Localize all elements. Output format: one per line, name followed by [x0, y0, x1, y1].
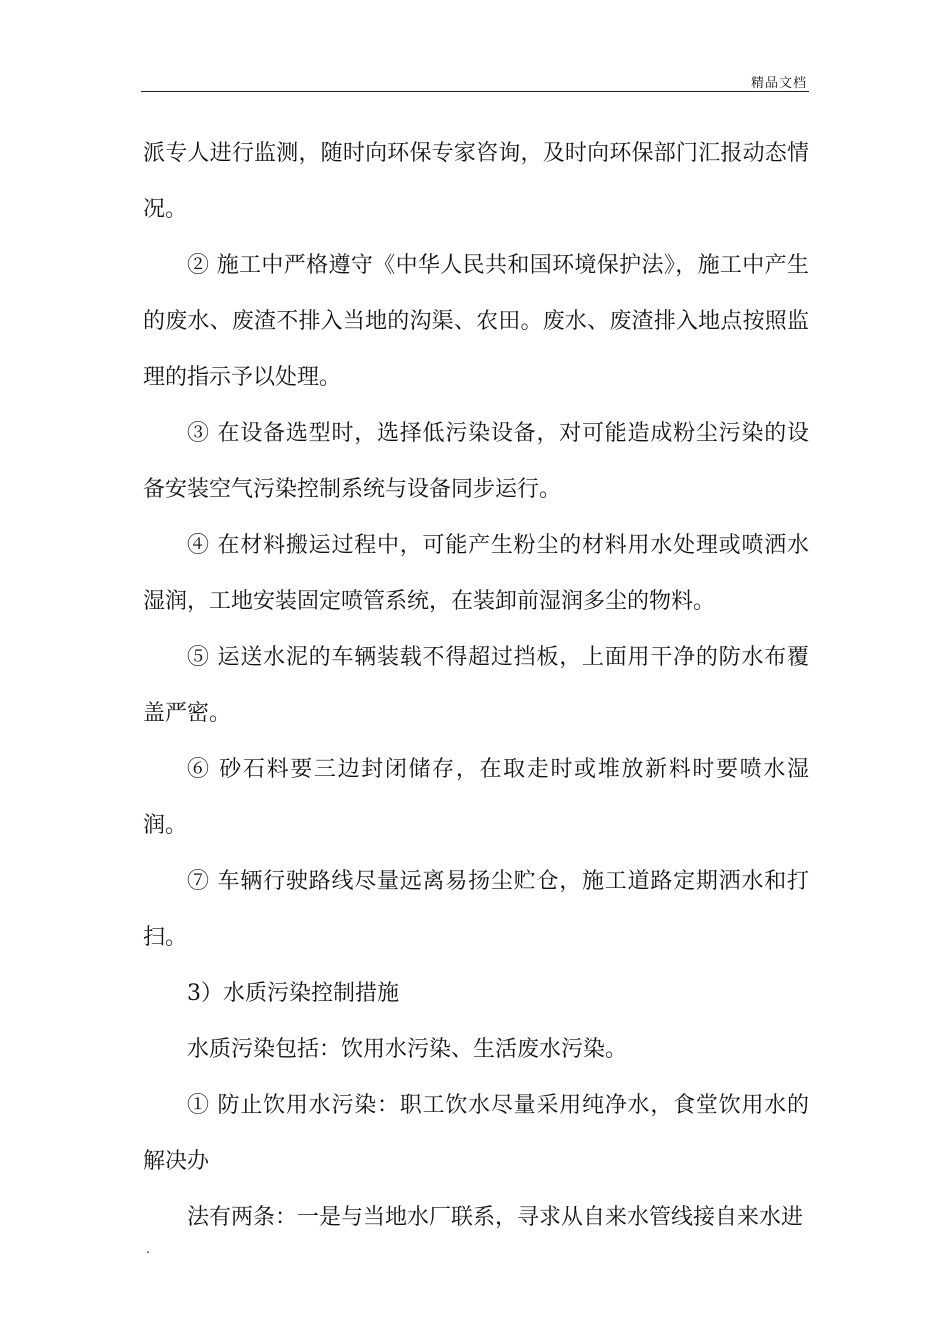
paragraph-item-3: ③ 在设备选型时，选择低污染设备，对可能造成粉尘污染的设备安装空气污染控制系统与设备同步运行。 [143, 421, 809, 502]
paragraph-item-4: ④ 在材料搬运过程中，可能产生粉尘的材料用水处理或喷洒水湿润，工地安装固定喷管系统，在装卸前湿润多尘的物料。 [143, 533, 809, 614]
paragraph-item-7: ⑦ 车辆行驶路线尽量远离易扬尘贮仓，施工道路定期洒水和打扫。 [143, 869, 809, 950]
header-label: 精品文档 [750, 76, 807, 91]
footer-mark: . [146, 1242, 150, 1256]
section-heading: 3）水质污染控制措施 [187, 981, 399, 1006]
paragraph-item-5: ⑤ 运送水泥的车辆装载不得超过挡板，上面用干净的防水布覆盖严密。 [143, 645, 809, 726]
paragraph-item-2: ② 施工中严格遵守《中华人民共和国环境保护法》，施工中产生的废水、废渣不排入当地的沟渠、农田。废水、废渣排入地点按照监理的指示予以处理。 [143, 253, 809, 390]
document-body [143, 126, 809, 1246]
paragraph-method: 法有两条：一是与当地水厂联系，寻求从自来水管线接自来水进 [187, 1205, 804, 1230]
paragraph-item-6: ⑥ 砂石料要三边封闭储存，在取走时或堆放新料时要喷水湿润。 [143, 757, 809, 838]
header-divider [141, 91, 809, 92]
paragraph-continuation: 派专人进行监测，随时向环保专家咨询，及时向环保部门汇报动态情况。 [143, 141, 809, 222]
paragraph-summary: 水质污染包括：饮用水污染、生活废水污染。 [187, 1037, 628, 1062]
paragraph-item-1: ① 防止饮用水污染：职工饮水尽量采用纯净水，食堂饮用水的解决办 [143, 1093, 809, 1174]
